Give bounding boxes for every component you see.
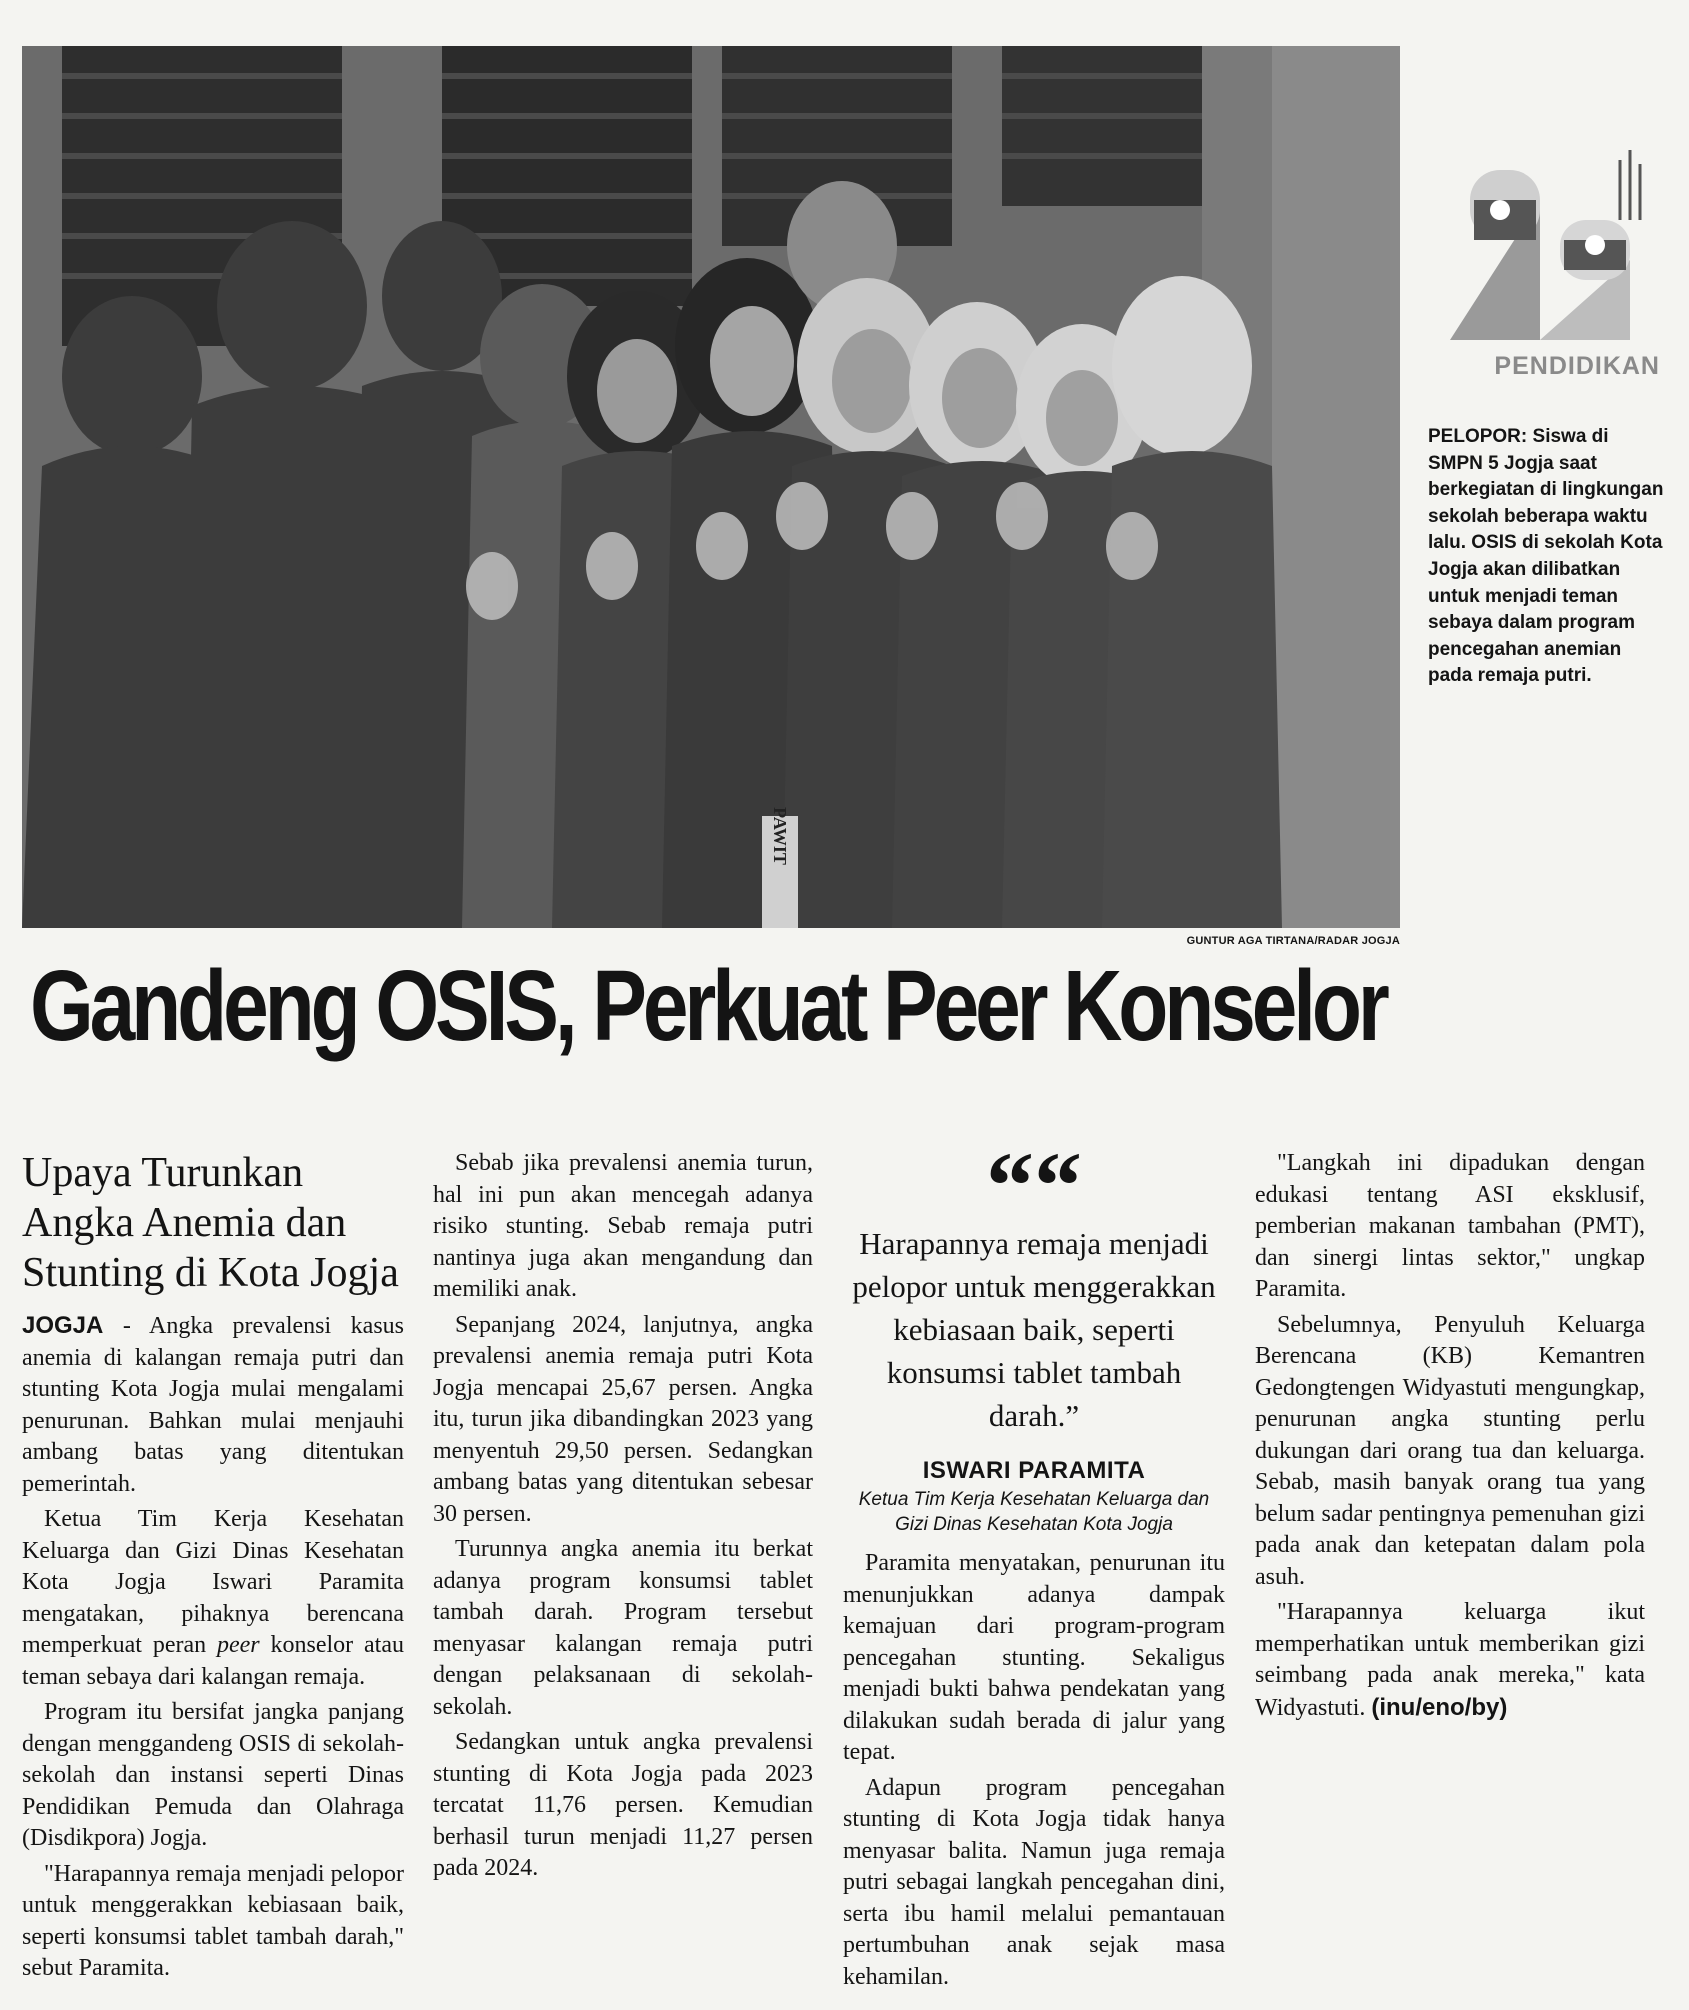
paragraph: Paramita menyatakan, penurunan itu menunjukkan adanya dampak kemajuan dari program-program pencegahan stunting. Sekaligus menjadi bukti bahwa pendekatan yang dilakukan sudah berada di jalur yang tepat. bbox=[843, 1550, 1225, 1765]
caption-text: Siswa di SMPN 5 Jogja saat berkegiatan di lingkungan sekolah beberapa waktu lalu. OSIS di sekolah Kota Jogja akan dilibatkan untuk menjadi teman sebaya dalam program pencegahan anemian pada remaja putri. bbox=[1428, 426, 1664, 687]
headline: Gandeng OSIS, Perkuat Peer Konselor bbox=[30, 950, 1386, 1062]
paragraph: Sebelumnya, Penyuluh Keluarga Berencana (KB) Kemantren Gedongtengen Widyastuti mengungkap, penurunan angka stunting perlu dukungan dari orang tua dan keluarga. Sebab, masih banyak orang tua yang belum sadar pentingnya pemenuhan gizi pada anak dan ketepatan dalam pola asuh. bbox=[1255, 1311, 1645, 1590]
paragraph: "Langkah ini dipadukan dengan edukasi tentang ASI eksklusif, pemberian makanan tambahan (PMT), dan sinergi lintas sektor," ungkap Paramita. bbox=[1255, 1150, 1645, 1302]
paragraph: Sepanjang 2024, lanjutnya, angka prevalensi anemia remaja putri Kota Jogja mencapai 25,67 persen. Angka itu, turun jika dibandingkan 2023 yang menyentuh 29,50 persen. Sedangkan ambang batas yang ditentukan sebesar 30 persen. bbox=[433, 1311, 813, 1527]
italic-term: peer bbox=[216, 1632, 260, 1658]
paragraph: Program itu bersifat jangka panjang dengan menggandeng OSIS di sekolah-sekolah dan instansi seperti Dinas Pendidikan Pemuda dan Olahraga (Disdikpora) Jogja. bbox=[22, 1699, 404, 1851]
section-label: PENDIDIKAN bbox=[1494, 352, 1660, 380]
subheadline: Upaya Turunkan Angka Anemia dan Stunting di Kota Jogja bbox=[22, 1150, 399, 1296]
paragraph bbox=[22, 1310, 404, 1500]
paragraph: "Harapannya remaja menjadi pelopor untuk menggerakkan kebiasaan baik, seperti konsumsi tablet tambah darah," sebut Paramita. bbox=[22, 1860, 404, 1981]
article-column-2 bbox=[433, 1148, 813, 1889]
quote-text: Harapannya remaja menjadi pelopor untuk menggerakkan kebiasaan baik, seperti konsumsi tablet tambah darah.” bbox=[852, 1226, 1216, 1433]
paragraph bbox=[22, 1504, 404, 1693]
name-tag-text: PAWIT bbox=[770, 807, 790, 865]
graduation-cap-icon bbox=[1430, 140, 1662, 350]
quote-author: ISWARI PARAMITA bbox=[922, 1457, 1146, 1484]
paragraph: Sedangkan untuk angka prevalensi stunting di Kota Jogja pada 2023 tercatat 11,76 persen. Kemudian berhasil turun menjadi 11,27 persen pada 2024. bbox=[433, 1729, 813, 1881]
dateline: JOGJA bbox=[22, 1312, 104, 1339]
photo-credit: GUNTUR AGA TIRTANA/RADAR JOGJA bbox=[1186, 935, 1400, 947]
article-column-1 bbox=[22, 1148, 404, 1989]
author-signoff: (inu/eno/by) bbox=[1371, 1693, 1508, 1721]
pull-quote bbox=[843, 1132, 1225, 1540]
paragraph bbox=[1255, 1597, 1645, 1724]
article-photo bbox=[22, 46, 1400, 928]
paragraph-text: konselor atau teman sebaya dari kalangan remaja. bbox=[22, 1632, 404, 1690]
article-column-3 bbox=[843, 1548, 1225, 1997]
paragraph-text: "Harapannya keluarga ikut memperhatikan untuk memberikan gizi seimbang pada anak mereka," kata Widyastuti. bbox=[1255, 1599, 1645, 1721]
quote-mark-icon: ““ bbox=[986, 1132, 1082, 1239]
quote-author-role: Ketua Tim Kerja Kesehatan Keluarga dan Gizi Dinas Kesehatan Kota Jogja bbox=[858, 1489, 1210, 1535]
paragraph: Adapun program pencegahan stunting di Kota Jogja tidak hanya menyasar balita. Namun juga remaja putri sebagai langkah pencegahan dini, serta ibu hamil melalui pemantauan pertumbuhan anak sejak masa kehamilan. bbox=[843, 1774, 1225, 1990]
students-photo-illustration bbox=[22, 46, 1400, 928]
article-column-4 bbox=[1255, 1148, 1645, 1728]
photo-caption bbox=[1428, 424, 1668, 690]
paragraph: Sebab jika prevalensi anemia turun, hal ini pun akan mencegah adanya risiko stunting. Sebab remaja putri nantinya juga akan mengandung dan memiliki anak. bbox=[433, 1150, 813, 1302]
paragraph: Turunnya angka anemia itu berkat adanya program konsumsi tablet tambah darah. Program tersebut menyasar kalangan remaja putri dengan pelaksanaan di sekolah-sekolah. bbox=[433, 1536, 813, 1720]
paragraph-text: - Angka prevalensi kasus anemia di kalangan remaja putri dan stunting Kota Jogja mulai mengalami penurunan. Bahkan mulai menjauhi ambang batas yang ditentukan pemerintah. bbox=[22, 1313, 404, 1497]
caption-lead: PELOPOR: bbox=[1428, 426, 1528, 447]
paragraph-text: Ketua Tim Kerja Kesehatan Keluarga dan Gizi Dinas Kesehatan Kota Jogja Iswari Paramita mengatakan, pihaknya berencana memperkuat peran bbox=[22, 1506, 404, 1658]
